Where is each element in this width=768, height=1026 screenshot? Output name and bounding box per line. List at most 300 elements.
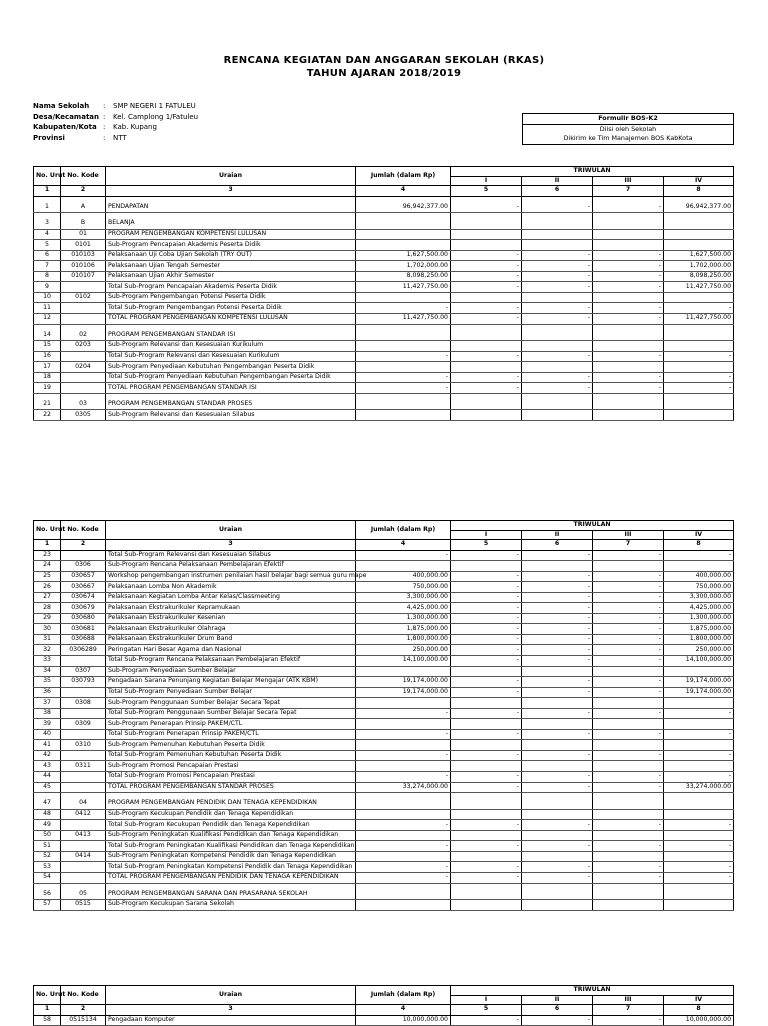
cell-triwulan-1: - bbox=[451, 592, 522, 603]
cell-uraian: Sub-Program Peningkatan Kompetensi Pendidik dan Tenaga Kependidikan bbox=[106, 851, 356, 862]
table-row bbox=[34, 410, 734, 421]
cell-triwulan-2 bbox=[522, 719, 593, 730]
column-number-row bbox=[34, 540, 734, 551]
cell-triwulan-2: - bbox=[522, 782, 593, 793]
cell-no-kode bbox=[61, 687, 106, 698]
cell-uraian: Pengadaan Komputer bbox=[106, 1015, 356, 1026]
cell-triwulan-3: - bbox=[593, 624, 664, 635]
cell-no-kode: 0515 bbox=[61, 900, 106, 911]
cell-triwulan-3 bbox=[593, 698, 664, 709]
cell-triwulan-1 bbox=[451, 666, 522, 677]
column-number: 2 bbox=[61, 1005, 106, 1016]
cell-jumlah: 3,300,000.00 bbox=[356, 592, 451, 603]
cell-no-urut: 53 bbox=[34, 862, 61, 873]
cell-uraian: TOTAL PROGRAM PENGEMBANGAN STANDAR ISI bbox=[106, 383, 356, 394]
cell-no-urut: 22 bbox=[34, 410, 61, 421]
table-row bbox=[34, 708, 734, 719]
cell-triwulan-4: - bbox=[664, 372, 734, 383]
cell-jumlah: 750,000.00 bbox=[356, 582, 451, 593]
cell-jumlah bbox=[356, 890, 451, 900]
cell-triwulan-3 bbox=[593, 719, 664, 730]
cell-triwulan-2: - bbox=[522, 383, 593, 394]
cell-uraian: Sub-Program Kecukupan Pendidik dan Tenaga Kependidikan bbox=[106, 809, 356, 820]
table-row bbox=[34, 372, 734, 383]
cell-triwulan-2 bbox=[522, 799, 593, 809]
cell-no-urut: 38 bbox=[34, 708, 61, 719]
cell-triwulan-2: - bbox=[522, 603, 593, 614]
cell-triwulan-3 bbox=[593, 410, 664, 421]
cell-triwulan-2: - bbox=[522, 203, 593, 213]
cell-triwulan-1: - bbox=[451, 708, 522, 719]
cell-triwulan-3: - bbox=[593, 571, 664, 582]
header-quarter-2: II bbox=[522, 995, 593, 1005]
cell-jumlah: - bbox=[356, 729, 451, 740]
cell-no-urut: 43 bbox=[34, 761, 61, 772]
header-no-urut: No. Urut bbox=[34, 521, 61, 540]
cell-no-urut: 25 bbox=[34, 571, 61, 582]
cell-triwulan-3: - bbox=[593, 862, 664, 873]
cell-triwulan-3: - bbox=[593, 613, 664, 624]
cell-triwulan-3 bbox=[593, 240, 664, 251]
cell-triwulan-4: 14,100,000.00 bbox=[664, 656, 734, 667]
column-number: 6 bbox=[522, 1005, 593, 1016]
table-row bbox=[34, 341, 734, 352]
cell-no-kode: A bbox=[61, 203, 106, 213]
cell-triwulan-1: - bbox=[451, 656, 522, 667]
table-row bbox=[34, 603, 734, 614]
cell-triwulan-4: 19,174,000.00 bbox=[664, 677, 734, 688]
cell-triwulan-3 bbox=[593, 331, 664, 341]
school-info bbox=[33, 101, 198, 143]
cell-triwulan-2: - bbox=[522, 271, 593, 282]
table-row bbox=[34, 550, 734, 561]
cell-triwulan-2 bbox=[522, 240, 593, 251]
cell-triwulan-2: - bbox=[522, 582, 593, 593]
cell-uraian: Total Sub-Program Penggunaan Sumber Belajar Secara Tepat bbox=[106, 708, 356, 719]
cell-no-kode bbox=[61, 708, 106, 719]
cell-no-urut: 11 bbox=[34, 303, 61, 314]
cell-triwulan-3 bbox=[593, 362, 664, 373]
cell-triwulan-4 bbox=[664, 666, 734, 677]
cell-uraian: PROGRAM PENGEMBANGAN SARANA DAN PRASARANA SEKOLAH bbox=[106, 890, 356, 900]
cell-triwulan-1: - bbox=[451, 750, 522, 761]
cell-triwulan-2: - bbox=[522, 872, 593, 883]
cell-jumlah bbox=[356, 698, 451, 709]
cell-uraian: Total Sub-Program Pemenuhan Kebutuhan Peserta Didik bbox=[106, 750, 356, 761]
cell-no-kode: 0204 bbox=[61, 362, 106, 373]
cell-triwulan-4 bbox=[664, 410, 734, 421]
cell-no-urut: 47 bbox=[34, 799, 61, 809]
table-row bbox=[34, 645, 734, 656]
cell-triwulan-2: - bbox=[522, 351, 593, 362]
cell-uraian: Sub-Program Kecukupan Sarana Sekolah bbox=[106, 900, 356, 911]
cell-uraian: Pelaksanaan Ekstrakurikuler Kepramukaan bbox=[106, 603, 356, 614]
cell-no-urut: 4 bbox=[34, 229, 61, 240]
cell-triwulan-3: - bbox=[593, 729, 664, 740]
cell-triwulan-3 bbox=[593, 851, 664, 862]
table-row bbox=[34, 750, 734, 761]
header-no-urut: No. Urut bbox=[34, 986, 61, 1005]
cell-triwulan-2 bbox=[522, 809, 593, 820]
cell-jumlah: 1,300,000.00 bbox=[356, 613, 451, 624]
cell-triwulan-2: - bbox=[522, 314, 593, 325]
header-quarter-3: III bbox=[593, 530, 664, 540]
cell-jumlah bbox=[356, 229, 451, 240]
cell-triwulan-2 bbox=[522, 900, 593, 911]
cell-uraian: Sub-Program Penyediaan Kebutuhan Pengembangan Peserta Didik bbox=[106, 362, 356, 373]
cell-no-urut: 28 bbox=[34, 603, 61, 614]
header-no-kode: No. Kode bbox=[61, 986, 106, 1005]
cell-triwulan-3: - bbox=[593, 872, 664, 883]
info-line bbox=[33, 112, 198, 123]
cell-jumlah: - bbox=[356, 750, 451, 761]
cell-no-kode: 0101 bbox=[61, 240, 106, 251]
info-line bbox=[33, 101, 198, 112]
table-row bbox=[34, 561, 734, 572]
cell-no-kode: 0311 bbox=[61, 761, 106, 772]
cell-triwulan-2: - bbox=[522, 841, 593, 852]
cell-no-urut: 23 bbox=[34, 550, 61, 561]
cell-uraian: Total Sub-Program Relevansi dan Kesesuaian Silabus bbox=[106, 550, 356, 561]
cell-no-urut: 35 bbox=[34, 677, 61, 688]
cell-no-urut: 41 bbox=[34, 740, 61, 751]
column-number: 6 bbox=[522, 186, 593, 197]
cell-uraian: PROGRAM PENGEMBANGAN KOMPETENSI LULUSAN bbox=[106, 229, 356, 240]
cell-no-kode: 03 bbox=[61, 400, 106, 410]
cell-jumlah bbox=[356, 830, 451, 841]
cell-triwulan-4 bbox=[664, 890, 734, 900]
cell-triwulan-3 bbox=[593, 666, 664, 677]
cell-no-kode: 030679 bbox=[61, 603, 106, 614]
cell-triwulan-4: - bbox=[664, 351, 734, 362]
cell-no-urut: 44 bbox=[34, 772, 61, 783]
header-triwulan: TRIWULAN bbox=[451, 986, 734, 996]
cell-uraian: Total Sub-Program Relevansi dan Kesesuaian Kurikulum bbox=[106, 351, 356, 362]
cell-no-kode: 0306289 bbox=[61, 645, 106, 656]
header-quarter-1: I bbox=[451, 995, 522, 1005]
header-quarter-4: IV bbox=[664, 530, 734, 540]
cell-jumlah: 400,000.00 bbox=[356, 571, 451, 582]
cell-triwulan-4 bbox=[664, 362, 734, 373]
cell-triwulan-1: - bbox=[451, 782, 522, 793]
cell-jumlah: 96,942,377.00 bbox=[356, 203, 451, 213]
column-number: 1 bbox=[34, 186, 61, 197]
cell-no-kode bbox=[61, 351, 106, 362]
table-row bbox=[34, 740, 734, 751]
cell-uraian: Peringatan Hari Besar Agama dan Nasional bbox=[106, 645, 356, 656]
cell-no-kode: 0305 bbox=[61, 410, 106, 421]
header-jumlah: Jumlah (dalam Rp) bbox=[356, 986, 451, 1005]
cell-triwulan-3 bbox=[593, 400, 664, 410]
header-triwulan: TRIWULAN bbox=[451, 521, 734, 531]
table-row bbox=[34, 331, 734, 341]
cell-triwulan-4: 33,274,000.00 bbox=[664, 782, 734, 793]
cell-no-urut: 37 bbox=[34, 698, 61, 709]
cell-jumlah bbox=[356, 240, 451, 251]
info-value: NTT bbox=[113, 133, 127, 142]
cell-triwulan-2: - bbox=[522, 303, 593, 314]
cell-jumlah: 8,098,250.00 bbox=[356, 271, 451, 282]
header-no-urut: No. Urut bbox=[34, 167, 61, 186]
header-quarter-1: I bbox=[451, 176, 522, 186]
info-separator: : bbox=[103, 133, 106, 142]
cell-triwulan-4 bbox=[664, 331, 734, 341]
cell-triwulan-2: - bbox=[522, 250, 593, 261]
cell-triwulan-3: - bbox=[593, 282, 664, 293]
rkas-table-1 bbox=[33, 166, 734, 421]
cell-triwulan-1: - bbox=[451, 624, 522, 635]
cell-triwulan-1: - bbox=[451, 634, 522, 645]
cell-jumlah bbox=[356, 761, 451, 772]
table-row bbox=[34, 592, 734, 603]
cell-triwulan-3: - bbox=[593, 1015, 664, 1026]
cell-triwulan-1 bbox=[451, 830, 522, 841]
cell-jumlah bbox=[356, 851, 451, 862]
cell-triwulan-2: - bbox=[522, 750, 593, 761]
cell-triwulan-1: - bbox=[451, 203, 522, 213]
cell-triwulan-1: - bbox=[451, 383, 522, 394]
cell-uraian: Pelaksanaan Ujian Tengah Semester bbox=[106, 261, 356, 272]
cell-triwulan-3: - bbox=[593, 677, 664, 688]
table-row bbox=[34, 782, 734, 793]
cell-triwulan-1: - bbox=[451, 820, 522, 831]
cell-no-kode: 0308 bbox=[61, 698, 106, 709]
cell-uraian: PENDAPATAN bbox=[106, 203, 356, 213]
cell-uraian: Sub-Program Peningkatan Kualifikasi Pendidikan dan Tenaga Kependidikan bbox=[106, 830, 356, 841]
cell-triwulan-4 bbox=[664, 400, 734, 410]
table-row bbox=[34, 761, 734, 772]
cell-triwulan-2 bbox=[522, 698, 593, 709]
cell-uraian: Sub-Program Promosi Pencapaian Prestasi bbox=[106, 761, 356, 772]
cell-no-urut: 6 bbox=[34, 250, 61, 261]
cell-uraian: Pelaksanaan Ekstrakurikuler Olahraga bbox=[106, 624, 356, 635]
cell-triwulan-2: - bbox=[522, 624, 593, 635]
cell-no-kode bbox=[61, 550, 106, 561]
cell-triwulan-1: - bbox=[451, 841, 522, 852]
cell-triwulan-2 bbox=[522, 851, 593, 862]
cell-triwulan-1 bbox=[451, 362, 522, 373]
cell-no-urut: 54 bbox=[34, 872, 61, 883]
rkas-table-3 bbox=[33, 985, 734, 1026]
cell-triwulan-1: - bbox=[451, 372, 522, 383]
cell-jumlah bbox=[356, 799, 451, 809]
cell-triwulan-2 bbox=[522, 561, 593, 572]
cell-uraian: Total Sub-Program Peningkatan Kompetensi Pendidik dan Tenaga Kependidikan bbox=[106, 862, 356, 873]
table-row bbox=[34, 862, 734, 873]
cell-no-kode bbox=[61, 383, 106, 394]
cell-jumlah bbox=[356, 341, 451, 352]
cell-uraian: Sub-Program Pengembangan Potensi Peserta Didik bbox=[106, 292, 356, 303]
cell-triwulan-4 bbox=[664, 799, 734, 809]
cell-triwulan-4 bbox=[664, 740, 734, 751]
cell-jumlah: - bbox=[356, 862, 451, 873]
form-box-line1: Diisi oleh Sekolah bbox=[599, 124, 657, 133]
cell-triwulan-4 bbox=[664, 900, 734, 911]
cell-jumlah: - bbox=[356, 303, 451, 314]
cell-jumlah: - bbox=[356, 351, 451, 362]
column-number: 5 bbox=[451, 540, 522, 551]
table-row bbox=[34, 634, 734, 645]
cell-jumlah: 19,174,000.00 bbox=[356, 677, 451, 688]
cell-triwulan-3: - bbox=[593, 841, 664, 852]
cell-triwulan-4 bbox=[664, 240, 734, 251]
cell-triwulan-1: - bbox=[451, 603, 522, 614]
table-row bbox=[34, 799, 734, 809]
cell-no-kode bbox=[61, 282, 106, 293]
cell-triwulan-4: - bbox=[664, 383, 734, 394]
table-row bbox=[34, 624, 734, 635]
cell-triwulan-3 bbox=[593, 799, 664, 809]
cell-no-urut: 57 bbox=[34, 900, 61, 911]
cell-triwulan-4: 11,427,750.00 bbox=[664, 314, 734, 325]
cell-triwulan-1: - bbox=[451, 1015, 522, 1026]
cell-no-kode: 030680 bbox=[61, 613, 106, 624]
info-value: Kab. Kupang bbox=[113, 123, 157, 132]
cell-triwulan-2 bbox=[522, 890, 593, 900]
cell-triwulan-2 bbox=[522, 400, 593, 410]
cell-triwulan-3: - bbox=[593, 582, 664, 593]
header-uraian: Uraian bbox=[106, 521, 356, 540]
cell-triwulan-3: - bbox=[593, 634, 664, 645]
cell-uraian: Total Sub-Program Rencana Pelaksanaan Pembelajaran Efektif bbox=[106, 656, 356, 667]
cell-uraian: PROGRAM PENGEMBANGAN PENDIDIK DAN TENAGA KEPENDIDIKAN bbox=[106, 799, 356, 809]
cell-triwulan-1 bbox=[451, 292, 522, 303]
cell-uraian: Sub-Program Penerapan Prinsip PAKEM/CTL bbox=[106, 719, 356, 730]
cell-uraian: BELANJA bbox=[106, 219, 356, 229]
table-row bbox=[34, 292, 734, 303]
cell-jumlah bbox=[356, 410, 451, 421]
cell-no-urut: 5 bbox=[34, 240, 61, 251]
cell-triwulan-3: - bbox=[593, 271, 664, 282]
header-quarter-3: III bbox=[593, 176, 664, 186]
cell-triwulan-4: 8,098,250.00 bbox=[664, 271, 734, 282]
document-title: RENCANA KEGIATAN DAN ANGGARAN SEKOLAH (RKAS) bbox=[223, 55, 545, 66]
cell-triwulan-1 bbox=[451, 740, 522, 751]
cell-triwulan-4: 250,000.00 bbox=[664, 645, 734, 656]
header-row bbox=[34, 521, 734, 531]
cell-triwulan-3: - bbox=[593, 351, 664, 362]
cell-jumlah: - bbox=[356, 383, 451, 394]
cell-triwulan-3: - bbox=[593, 383, 664, 394]
cell-jumlah: - bbox=[356, 872, 451, 883]
cell-jumlah bbox=[356, 362, 451, 373]
cell-no-kode bbox=[61, 862, 106, 873]
table-row bbox=[34, 851, 734, 862]
cell-jumlah: - bbox=[356, 772, 451, 783]
cell-no-kode bbox=[61, 841, 106, 852]
cell-triwulan-2: - bbox=[522, 613, 593, 624]
cell-triwulan-4 bbox=[664, 698, 734, 709]
table-row bbox=[34, 261, 734, 272]
cell-uraian: Workshop pengembangan instrumen penilaian hasil belajar bagi semua guru mape bbox=[106, 571, 356, 582]
cell-triwulan-1: - bbox=[451, 271, 522, 282]
table-row bbox=[34, 809, 734, 820]
cell-triwulan-1 bbox=[451, 219, 522, 229]
cell-triwulan-4: - bbox=[664, 729, 734, 740]
cell-triwulan-1 bbox=[451, 240, 522, 251]
cell-no-urut: 8 bbox=[34, 271, 61, 282]
cell-triwulan-1 bbox=[451, 561, 522, 572]
cell-triwulan-4: - bbox=[664, 841, 734, 852]
column-number: 1 bbox=[34, 1005, 61, 1016]
cell-no-kode: 0306 bbox=[61, 561, 106, 572]
cell-no-kode bbox=[61, 372, 106, 383]
cell-jumlah bbox=[356, 219, 451, 229]
cell-uraian: Total Sub-Program Kecukupan Pendidik dan Tenaga Kependidikan bbox=[106, 820, 356, 831]
column-number: 4 bbox=[356, 540, 451, 551]
cell-no-urut: 24 bbox=[34, 561, 61, 572]
cell-jumlah bbox=[356, 292, 451, 303]
info-label: Desa/Kecamatan bbox=[33, 112, 99, 121]
table-row bbox=[34, 687, 734, 698]
cell-triwulan-2 bbox=[522, 362, 593, 373]
cell-uraian: Pelaksanaan Ujian Akhir Semester bbox=[106, 271, 356, 282]
cell-triwulan-1: - bbox=[451, 250, 522, 261]
cell-triwulan-4: - bbox=[664, 820, 734, 831]
cell-no-urut: 31 bbox=[34, 634, 61, 645]
table-row bbox=[34, 582, 734, 593]
cell-triwulan-3 bbox=[593, 219, 664, 229]
cell-jumlah: 11,427,750.00 bbox=[356, 282, 451, 293]
cell-no-urut: 7 bbox=[34, 261, 61, 272]
cell-triwulan-4: - bbox=[664, 750, 734, 761]
cell-triwulan-3: - bbox=[593, 687, 664, 698]
cell-triwulan-2 bbox=[522, 740, 593, 751]
cell-no-kode: 030681 bbox=[61, 624, 106, 635]
column-number: 4 bbox=[356, 186, 451, 197]
cell-triwulan-4: 1,300,000.00 bbox=[664, 613, 734, 624]
table-row bbox=[34, 613, 734, 624]
cell-uraian: Total Sub-Program Penyediaan Kebutuhan Pengembangan Peserta Didik bbox=[106, 372, 356, 383]
table-row bbox=[34, 772, 734, 783]
cell-jumlah bbox=[356, 740, 451, 751]
column-number: 4 bbox=[356, 1005, 451, 1016]
cell-triwulan-3 bbox=[593, 890, 664, 900]
cell-triwulan-2: - bbox=[522, 729, 593, 740]
cell-triwulan-1 bbox=[451, 900, 522, 911]
cell-triwulan-3 bbox=[593, 740, 664, 751]
table-row bbox=[34, 890, 734, 900]
cell-triwulan-3: - bbox=[593, 314, 664, 325]
cell-triwulan-4 bbox=[664, 561, 734, 572]
cell-triwulan-3: - bbox=[593, 708, 664, 719]
column-number: 7 bbox=[593, 540, 664, 551]
cell-no-urut: 50 bbox=[34, 830, 61, 841]
cell-no-urut: 32 bbox=[34, 645, 61, 656]
cell-uraian: Sub-Program Pemenuhan Kebutuhan Peserta Didik bbox=[106, 740, 356, 751]
cell-no-kode: 030688 bbox=[61, 634, 106, 645]
cell-triwulan-1 bbox=[451, 761, 522, 772]
cell-triwulan-1: - bbox=[451, 862, 522, 873]
header-quarter-2: II bbox=[522, 176, 593, 186]
cell-no-kode: 010107 bbox=[61, 271, 106, 282]
cell-no-urut: 33 bbox=[34, 656, 61, 667]
cell-no-kode: 01 bbox=[61, 229, 106, 240]
table-row bbox=[34, 571, 734, 582]
table-row bbox=[34, 729, 734, 740]
cell-no-kode: 0412 bbox=[61, 809, 106, 820]
cell-triwulan-4: 400,000.00 bbox=[664, 571, 734, 582]
cell-triwulan-1 bbox=[451, 851, 522, 862]
cell-triwulan-4: 19,174,000.00 bbox=[664, 687, 734, 698]
cell-triwulan-1: - bbox=[451, 582, 522, 593]
cell-triwulan-2: - bbox=[522, 645, 593, 656]
cell-uraian: Pelaksanaan Lomba Non Akademik bbox=[106, 582, 356, 593]
cell-uraian: Sub-Program Pencapaian Akademis Peserta Didik bbox=[106, 240, 356, 251]
cell-no-kode bbox=[61, 772, 106, 783]
cell-triwulan-4: 4,425,000.00 bbox=[664, 603, 734, 614]
cell-triwulan-3: - bbox=[593, 372, 664, 383]
